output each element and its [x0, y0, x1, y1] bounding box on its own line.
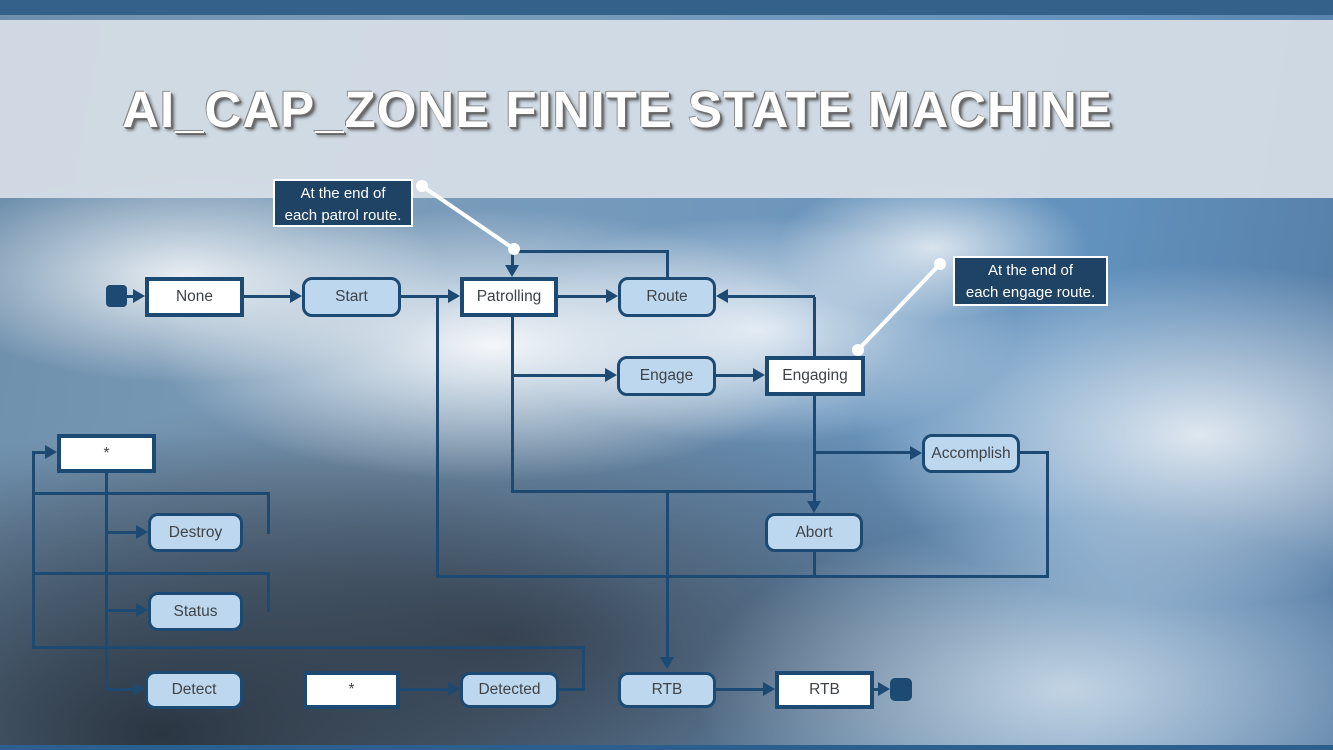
state-detected — [460, 672, 559, 708]
edge-engaging-to-route-v — [813, 297, 816, 356]
edge-return-loop-v — [436, 297, 439, 578]
edge-left-spine — [32, 451, 35, 649]
arrowhead-into-rtb-final — [763, 682, 775, 696]
state-patrolling — [460, 277, 558, 317]
state-rtb-final-label: RTB — [809, 681, 840, 698]
edge-start-to-patrolling — [401, 295, 452, 298]
state-engaging-label: Engaging — [782, 367, 848, 384]
edge-to-accomplish — [815, 451, 910, 454]
state-engaging — [765, 356, 865, 396]
edge-abort-down — [813, 552, 816, 578]
arrowhead-into-route — [606, 289, 618, 303]
arrowhead-into-engaging — [753, 368, 765, 382]
arrowhead-into-final-marker — [878, 682, 890, 696]
callout-patrol-line2: each patrol route. — [284, 207, 402, 224]
callout-patrol-line1: At the end of — [300, 185, 386, 202]
callout-patrol-route — [273, 179, 413, 227]
edge-rtb-to-rtb — [716, 688, 763, 691]
callout-engage-line1: At the end of — [987, 262, 1074, 279]
arrowhead-into-destroy — [136, 525, 148, 539]
state-destroy — [148, 513, 243, 552]
state-detected-label: Detected — [478, 681, 541, 698]
state-status — [148, 592, 243, 631]
state-any-bottom — [303, 671, 400, 709]
edge-destroy-return-v — [267, 493, 270, 534]
edge-destroy-return-h — [32, 492, 270, 495]
callout-engage-line2: each engage route. — [965, 284, 1096, 301]
state-rtb-label: RTB — [651, 681, 683, 698]
state-abort-label: Abort — [795, 523, 833, 541]
state-destroy-label: Destroy — [168, 523, 223, 541]
diagram-title: AI_CAP_ZONE FINITE STATE MACHINE — [122, 81, 1113, 138]
state-any-top-label: * — [103, 444, 110, 462]
arrowhead-into-patrolling — [448, 289, 460, 303]
state-accomplish-label: Accomplish — [931, 444, 1011, 462]
initial-state-marker — [106, 285, 127, 307]
state-engage — [617, 356, 716, 396]
edge-route-to-patrolling-v1 — [666, 251, 669, 278]
state-engage-label: Engage — [639, 367, 694, 384]
edge-patrolling-to-route — [558, 295, 610, 298]
edge-to-destroy — [105, 531, 136, 534]
state-accomplish — [922, 434, 1020, 473]
edge-any-bottom-to-detected — [400, 688, 448, 691]
final-state-marker — [890, 678, 912, 701]
arrowhead-into-patrolling-top — [505, 265, 519, 277]
state-patrolling-label: Patrolling — [476, 288, 542, 305]
state-status-label: Status — [173, 602, 218, 620]
arrowhead-into-start — [290, 289, 302, 303]
state-route — [618, 277, 716, 317]
state-any-top — [57, 434, 156, 473]
arrowhead-into-route-right — [716, 289, 728, 303]
state-any-bottom-label: * — [348, 681, 355, 698]
edge-accomplish-loop-v — [1046, 451, 1049, 578]
edge-status-return-h — [32, 572, 270, 575]
edge-to-engage — [512, 374, 605, 377]
callout-engage-route — [953, 256, 1108, 306]
edge-any-top-down — [105, 473, 108, 691]
edge-status-return-v — [267, 573, 270, 612]
arrowhead-into-abort — [807, 501, 821, 513]
edge-route-to-patrolling-v2 — [511, 252, 514, 266]
state-detect-label: Detect — [171, 681, 217, 698]
edge-route-to-patrolling-h — [511, 250, 669, 253]
edge-accomplish-loop-h1 — [1020, 451, 1049, 454]
arrowhead-into-rtb — [660, 657, 674, 669]
state-start-label: Start — [335, 288, 368, 305]
state-detect — [145, 671, 243, 709]
arrowhead-into-any-top — [45, 445, 57, 459]
state-abort — [765, 513, 863, 552]
state-none — [145, 277, 244, 317]
bottom-bar — [0, 745, 1333, 750]
arrowhead-into-accomplish — [910, 446, 922, 460]
edge-engaging-to-abort — [813, 396, 816, 502]
arrowhead-into-status — [136, 603, 148, 617]
state-none-label: None — [175, 288, 214, 305]
arrowhead-into-detect — [133, 682, 145, 696]
edge-return-loop-h — [436, 575, 1049, 578]
state-rtb-final — [775, 671, 874, 709]
edge-detected-return-h2 — [32, 646, 585, 649]
arrowhead-into-none — [133, 289, 145, 303]
edge-detected-return-v — [582, 647, 585, 691]
edge-to-status — [105, 609, 136, 612]
arrowhead-into-engage — [605, 368, 617, 382]
arrowhead-into-detected — [448, 682, 460, 696]
state-start — [302, 277, 401, 317]
edge-to-detect — [105, 688, 133, 691]
edge-patrolling-down — [511, 317, 514, 493]
edge-engage-to-engaging — [716, 374, 753, 377]
top-bar — [0, 0, 1333, 15]
state-rtb — [618, 672, 716, 708]
edge-hub-horizontal — [511, 490, 816, 493]
edge-engaging-to-route-h — [728, 295, 815, 298]
edge-none-to-start — [244, 295, 294, 298]
state-route-label: Route — [646, 288, 688, 305]
